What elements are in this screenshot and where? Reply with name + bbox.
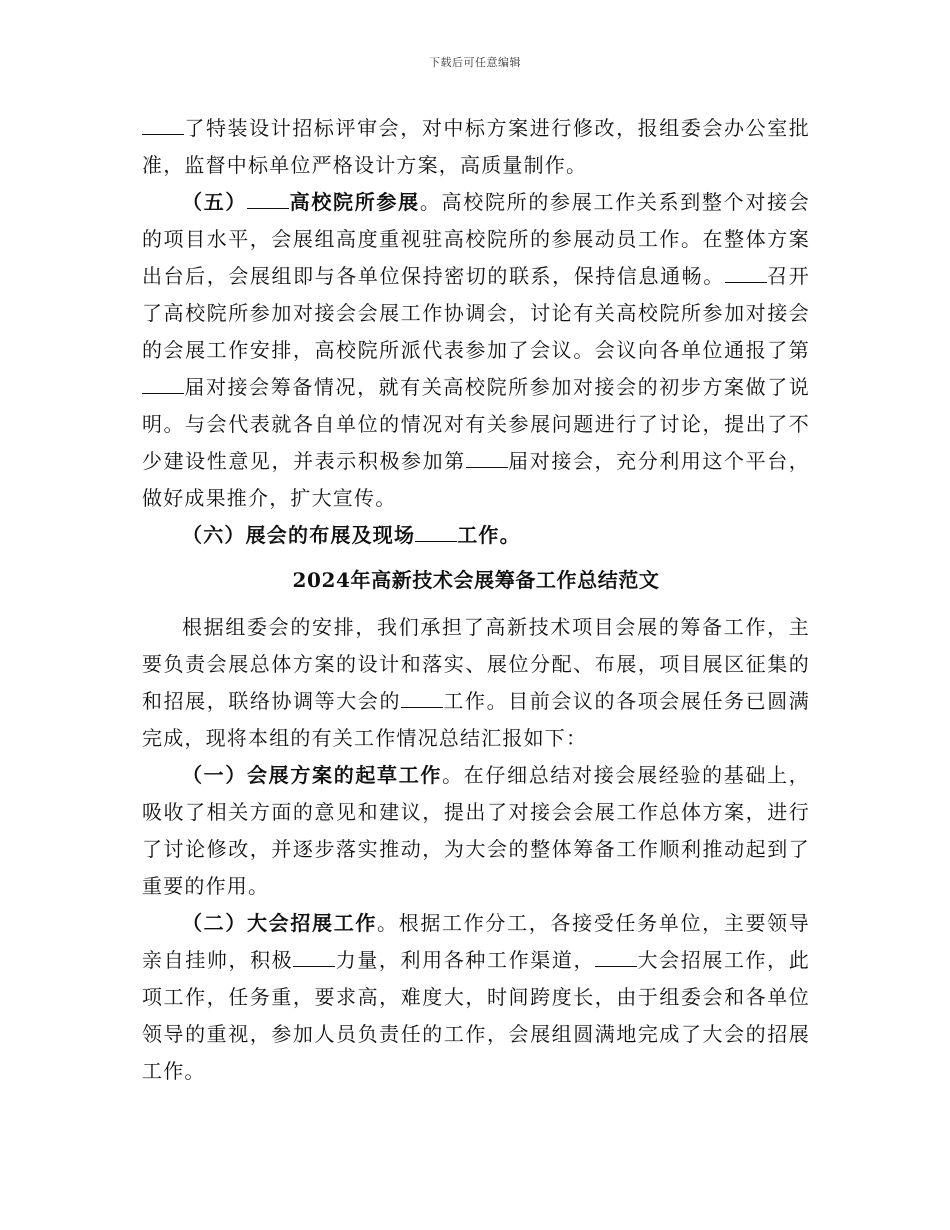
paragraph-text: 。高校院所的参展工作关系到整个对接会的项目水平，会展组高度重视驻高校院所的参展动员工作。在整体方案出台后，会展组即与各单位保持密切的联系，保持信息通畅。 [142,190,810,288]
paragraph-exhibitor-recruitment [142,905,810,1090]
blank-underline [142,375,184,394]
section-heading-text: （六）展会的布展及现场 [182,523,416,547]
paragraph-text: 大会招展工作，此项工作，任务重，要求高，难度大，时间跨度长，由于组委会和各单位领导的重视，参加人员负责任的工作，会展组圆满地完成了大会的招展工作。 [142,948,810,1083]
paragraph-plan-drafting [142,757,810,905]
paragraph-text: 召开了高校院所参加对接会会展工作协调会，讨论有关高校院所参加对接会的会展工作安排，高校院所派代表参加了会议。会议向各单位通报了第 [142,264,810,362]
document-body [142,110,810,1090]
document-title: 2024年高新技术会展筹备工作总结范文 [292,568,660,592]
section-heading-universities: 高校院所参展 [289,190,420,214]
page-header-note: 下载后可任意编辑 [429,56,521,69]
paragraph-text: 届对接会，充分利用这个平台，做好成果推介，扩大宣传。 [142,449,810,510]
blank-underline [595,948,637,967]
paragraph-text: 根据组委会的安排，我们承担了高新技术项目会展的筹备工作，主要负责会展总体方案的设计和落实、展位分配、布展，项目展区征集的和招展，联络协调等大会的 [142,615,810,713]
section-number-five: （五） [182,190,248,214]
paragraph-text: 工作。目前会议的各项会展任务已圆满完成，现将本组的有关工作情况总结汇报如下： [142,689,810,750]
section-heading-one: （一）会展方案的起草工作 [182,763,443,787]
paragraph-text: 。在仔细总结对接会展经验的基础上，吸收了相关方面的意见和建议，提出了对接会会展工作总体方案，进行了讨论修改，并逐步落实推动，为大会的整体筹备工作顺利推动起到了重要的作用。 [142,763,810,898]
blank-underline [415,523,457,542]
section-heading-two: （二）大会招展工作 [182,911,378,935]
section-heading-text: 工作。 [457,523,521,547]
section-heading-six [142,517,810,554]
blank-underline [725,264,767,283]
paragraph-text: 届对接会筹备情况，就有关高校院所参加对接会的初步方案做了说明。与会代表就各自单位的情况对有关参展问题进行了讨论，提出了不少建设性意见，并表示积极参加第 [142,375,810,473]
blank-underline [293,948,335,967]
paragraph-intro [142,609,810,757]
blank-underline [466,449,508,468]
paragraph-universities [142,184,810,517]
paragraph-special-design [142,110,810,184]
blank-underline [401,689,443,708]
paragraph-text: 力量，利用各种工作渠道， [335,948,596,972]
blank-underline [247,190,289,209]
paragraph-text: 。根据工作分工，各接受任务单位，主要领导亲自挂帅，积极 [142,911,810,972]
blank-underline [142,116,184,135]
paragraph-text: 了特装设计招标评审会，对中标方案进行修改，报组委会办公室批准，监督中标单位严格设计方案，高质量制作。 [142,116,810,177]
